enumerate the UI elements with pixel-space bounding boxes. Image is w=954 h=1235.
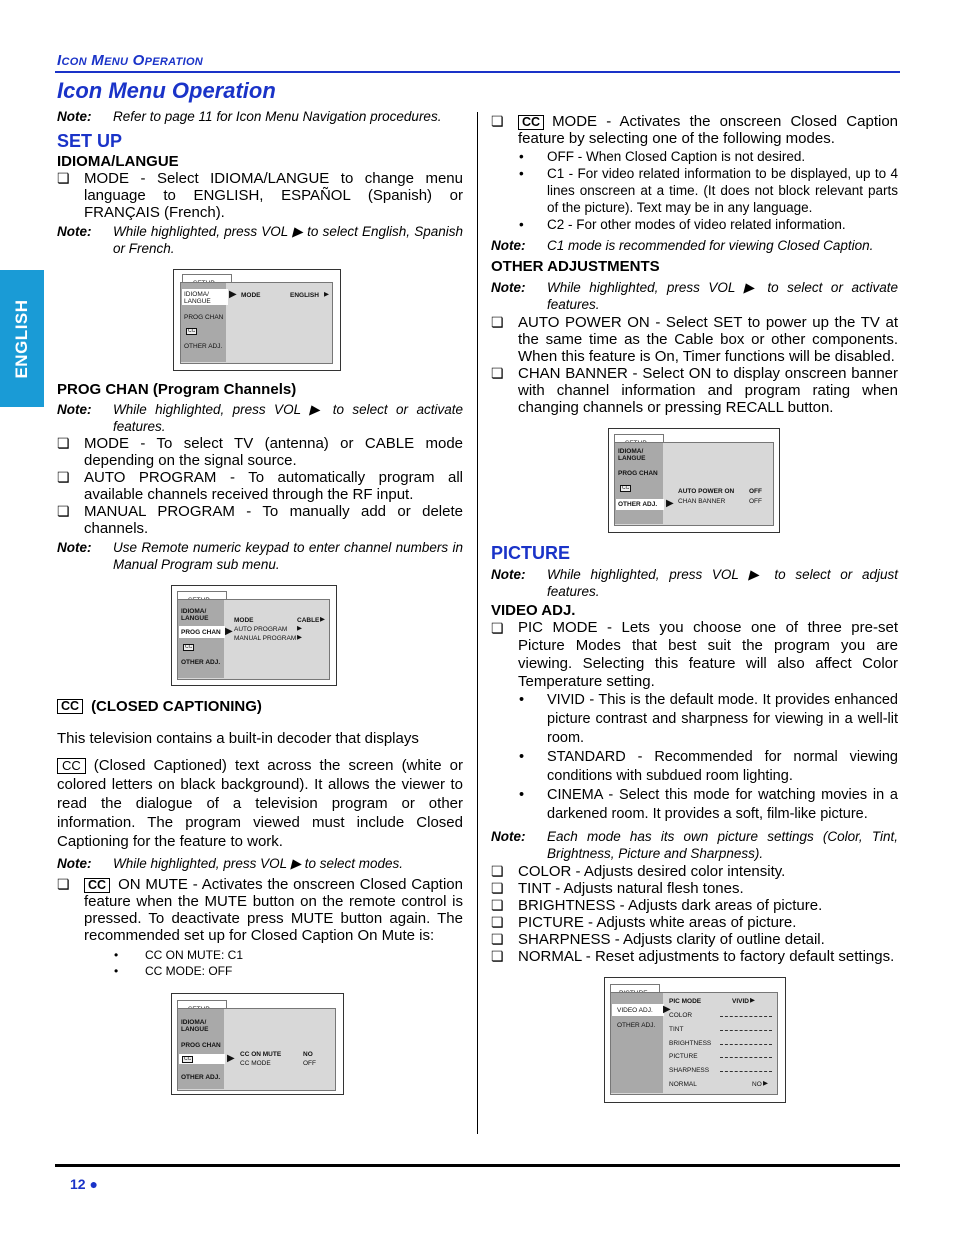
subsection-title: (CLOSED CAPTIONING) [91,698,262,715]
menu-side-item: PROG CHAN [184,314,224,321]
bullet-text: SHARPNESS - Adjusts clarity of outline detail. [518,931,825,948]
menu-side-item: OTHER ADJ. [618,501,658,508]
note-label: Note: [57,402,92,417]
bullet-text: TINT - Adjusts natural flesh tones. [518,880,744,897]
page-title: Icon Menu Operation [57,78,276,103]
menu-key: TINT [669,1026,684,1033]
list-item [491,786,898,824]
bullet-text: ON MUTE - Activates the onscreen Closed Caption feature when the MUTE button on the remote control is pressed. To deactivate press MUTE button again. The recommended set up for Closed Caption On Mute is: [84,876,463,944]
column-divider [477,112,478,1134]
right-arrow-icon: ▶ [320,616,325,623]
checkbox-icon: ❏ [57,876,70,892]
play-arrow-icon: ▶ [225,626,233,637]
list-text: CC ON MUTE: C1 [145,948,244,962]
checkbox-icon: ❏ [491,620,504,636]
note [491,237,898,254]
note-text: While highlighted, press VOL ▶ to select English, Spanish or French. [113,224,463,256]
cc-icon: CC [185,644,193,650]
right-column [491,113,898,1103]
menu-side-item: OTHER ADJ. [184,343,223,350]
note-text: C1 mode is recommended for viewing Closed Caption. [547,238,874,253]
cc-icon: CC [84,878,110,893]
menu-key: AUTO PROGRAM [234,626,288,633]
menu-side-item: PROG CHAN [618,470,658,477]
play-arrow-icon: ▶ [666,498,674,509]
bullet-item [491,365,898,416]
play-arrow-icon: ▶ [227,1053,235,1064]
checkbox-icon: ❏ [491,897,504,913]
checkbox-icon: ❏ [491,314,504,330]
cc-icon: CC [57,699,83,714]
bullet-text: AUTO PROGRAM - To automatically program all available channels received through the RF input. [84,469,463,503]
note [57,223,463,257]
header-rule [55,71,900,73]
list-text: VIVID - This is the default mode. It provides enhanced picture contrast and sharpness for viewing in a well-lit room. [547,692,898,746]
bullet-item [491,914,898,931]
bullet-text: NORMAL - Reset adjustments to factory default settings. [518,948,895,965]
checkbox-icon: ❏ [57,503,70,519]
menu-key: NORMAL [669,1081,697,1088]
menu-side-item: IDIOMA/ [181,608,207,615]
menu-side-item: PROG CHAN [181,1042,221,1049]
note [491,828,898,862]
bullet-item [57,435,463,469]
checkbox-icon: ❏ [491,863,504,879]
checkbox-icon: ❏ [491,931,504,947]
slider-track [720,1044,772,1045]
left-column [57,108,463,1095]
list-item [491,748,898,786]
note-text: Each mode has its own picture settings (Color, Tint, Brightness, Picture and Sharpness). [547,829,898,861]
note [57,401,463,435]
paragraph-text: (Closed Captioned) text across the screen (white or colored letters on black background). It allows the viewer to read the dialogue of a television program or other information. The program viewed must include Closed Captioning for the feature to work. [57,757,463,850]
menu-side-item: OTHER ADJ. [617,1022,656,1029]
menu-side-item: OTHER ADJ. [181,1074,221,1081]
list-item [491,148,898,165]
note-text: While highlighted, press VOL ▶ to select or activate features. [547,280,898,312]
right-arrow-icon: ▶ [324,291,329,298]
menu-key: PIC MODE [669,998,702,1005]
bullet-glyph: • [519,166,524,181]
checkbox-icon: ❏ [491,365,504,381]
bullet-glyph: • [519,149,524,164]
menu-value: VIVID [732,998,749,1005]
bullet-glyph: • [519,217,524,232]
menu-value: OFF [303,1060,316,1067]
menu-value: NO [752,1081,762,1088]
note-label: Note: [57,856,92,871]
bullet-text: MODE - To select TV (antenna) or CABLE mode depending on the signal source. [84,435,463,469]
right-arrow-icon: ▶ [750,997,755,1004]
menu-value: ENGLISH [290,292,319,299]
list-text: CC MODE: OFF [145,964,233,978]
subsection-video-adj: VIDEO ADJ. [491,602,576,619]
menu-side-item: LANGUE [618,455,646,462]
menu-key: MANUAL PROGRAM [234,635,297,642]
menu-side-item: LANGUE [181,1026,209,1033]
menu-key: PICTURE [669,1053,698,1060]
slider-track [720,1057,772,1058]
list-item [491,691,898,748]
note [57,108,463,125]
bullet-glyph: • [519,749,525,765]
cc-icon: CC [188,328,196,334]
note-text: Use Remote numeric keypad to enter channel numbers in Manual Program sub menu. [113,540,463,572]
right-arrow-icon: ▶ [763,1080,768,1087]
right-arrow-icon: ▶ [297,625,302,632]
bullet-glyph: • [519,692,525,708]
cc-icon: CC [184,1056,192,1062]
play-arrow-icon: ▶ [663,1004,671,1015]
note-label: Note: [491,238,526,253]
bullet-item [491,931,898,948]
side-tab-label: ENGLISH [12,298,31,379]
page-number: 12 ● [70,1176,98,1192]
menu-value: CABLE [297,617,320,624]
bullet-item [491,897,898,914]
checkbox-icon: ❏ [491,914,504,930]
checkbox-icon: ❏ [57,435,70,451]
paragraph-line: This television contains a built-in decoder that displays [57,730,419,747]
bullet-item [491,948,898,965]
bullet-item [57,876,463,944]
checkbox-icon: ❏ [57,170,70,186]
bullet-text: COLOR - Adjusts desired color intensity. [518,863,786,880]
note-label: Note: [57,109,92,124]
bullet-text: MODE - Select IDIOMA/LANGUE to change menu language to ENGLISH, ESPAÑOL (Spanish) or FRANÇAIS (French). [84,170,463,221]
list-text: CINEMA - Select this mode for watching movies in a darkened room. It provides a soft, film-like picture. [547,787,898,822]
cc-icon: CC [622,485,630,491]
bullet-item [57,170,463,221]
subsection-idioma: IDIOMA/LANGUE [57,153,179,170]
cc-icon: CC [57,758,86,774]
menu-screenshot-cc [171,993,344,1095]
slider-track [720,1016,772,1017]
note-label: Note: [491,567,526,582]
note-label: Note: [57,224,92,239]
list-item [491,216,898,233]
menu-key: CC MODE [240,1060,271,1067]
menu-key: MODE [234,617,254,624]
menu-side-item: IDIOMA/ [618,448,644,455]
menu-screenshot-idioma [173,269,341,371]
bullet-glyph: • [114,964,119,978]
note-text: While highlighted, press VOL ▶ to select or activate features. [113,402,463,434]
section-title-picture: PICTURE [491,543,571,563]
subsection-closed-captioning [57,698,463,715]
bullet-glyph: • [114,948,119,962]
checkbox-icon: ❏ [491,880,504,896]
menu-screenshot-prog-chan [171,585,337,686]
bullet-item [491,314,898,365]
bullet-text: PICTURE - Adjusts white areas of picture. [518,914,797,931]
menu-key: MODE [241,292,261,299]
note [57,855,463,872]
cc-icon: CC [518,115,544,130]
slider-track [720,1071,772,1072]
list-item [57,947,463,963]
bullet-text: AUTO POWER ON - Select SET to power up the TV at the same time as the Cable box or other components. When this feature is On, Timer functions will be disabled. [518,314,898,365]
note-text: Refer to page 11 for Icon Menu Navigation procedures. [113,109,442,124]
checkbox-icon: ❏ [491,948,504,964]
menu-side-item: LANGUE [181,615,209,622]
note-label: Note: [491,829,526,844]
menu-side-item: VIDEO ADJ. [617,1007,653,1014]
menu-key: CHAN BANNER [678,498,726,505]
cc-paragraph [57,729,463,851]
menu-key: SHARPNESS [669,1067,710,1074]
section-title-setup: SET UP [57,131,123,151]
menu-side-item: IDIOMA/ [181,1019,207,1026]
list-text: C2 - For other modes of video related information. [547,217,846,232]
bullet-item [491,113,898,147]
list-item [491,165,898,216]
play-arrow-icon: ▶ [229,289,237,300]
menu-side-item: OTHER ADJ. [181,659,221,666]
bullet-text: MANUAL PROGRAM - To manually add or delete channels. [84,503,463,537]
note-text: While highlighted, press VOL ▶ to select or adjust features. [547,567,898,599]
menu-side-item: LANGUE [184,298,211,305]
bullet-item [57,469,463,503]
bullet-text: BRIGHTNESS - Adjusts dark areas of picture. [518,897,823,914]
list-item [57,963,463,979]
bullet-text: PIC MODE - Lets you choose one of three pre-set Picture Modes that best suit the program you are viewing. Selecting this feature will also affect Color Temperature setting. [518,619,898,690]
bullet-item [491,863,898,880]
note [57,539,463,573]
slider-track [720,1030,772,1031]
menu-value: NO [303,1051,313,1058]
subsection-other-adjustments: OTHER ADJUSTMENTS [491,258,660,275]
bullet-text: MODE - Activates the onscreen Closed Caption feature by selecting one of the following modes. [518,113,898,147]
menu-value: OFF [749,488,762,495]
note [491,279,898,313]
checkbox-icon: ❏ [57,469,70,485]
bullet-item [57,503,463,537]
bullet-item [491,880,898,897]
note-label: Note: [57,540,92,555]
menu-value: OFF [749,498,762,505]
note [491,566,898,600]
language-side-tab [0,270,44,407]
checkbox-icon: ❏ [491,113,504,129]
menu-side-item: IDIOMA/ [184,291,209,298]
right-arrow-icon: ▶ [297,634,302,641]
running-header: Icon Menu Operation [57,52,204,69]
bullet-item [491,619,898,691]
list-text: STANDARD - Recommended for normal viewing conditions with subdued room lighting. [547,749,898,784]
menu-screenshot-picture [604,977,786,1103]
menu-key: CC ON MUTE [240,1051,282,1058]
list-text: C1 - For video related information to be displayed, up to 4 lines onscreen at a time. (It does not block relevant parts of the picture). Text may be in any language. [547,166,898,215]
footer-rule [55,1164,900,1167]
note-label: Note: [491,280,526,295]
note-text: While highlighted, press VOL ▶ to select modes. [113,856,404,871]
list-text: OFF - When Closed Caption is not desired. [547,149,806,164]
menu-screenshot-other-adj [608,428,780,533]
menu-key: COLOR [669,1012,693,1019]
menu-side-item: PROG CHAN [181,629,221,636]
menu-key: AUTO POWER ON [678,488,735,495]
bullet-glyph: • [519,787,525,803]
bullet-text: CHAN BANNER - Select ON to display onscreen banner with channel information and program rating when changing channels or pressing RECALL button. [518,365,898,416]
menu-key: BRIGHTNESS [669,1040,712,1047]
subsection-prog-chan: PROG CHAN (Program Channels) [57,381,297,398]
